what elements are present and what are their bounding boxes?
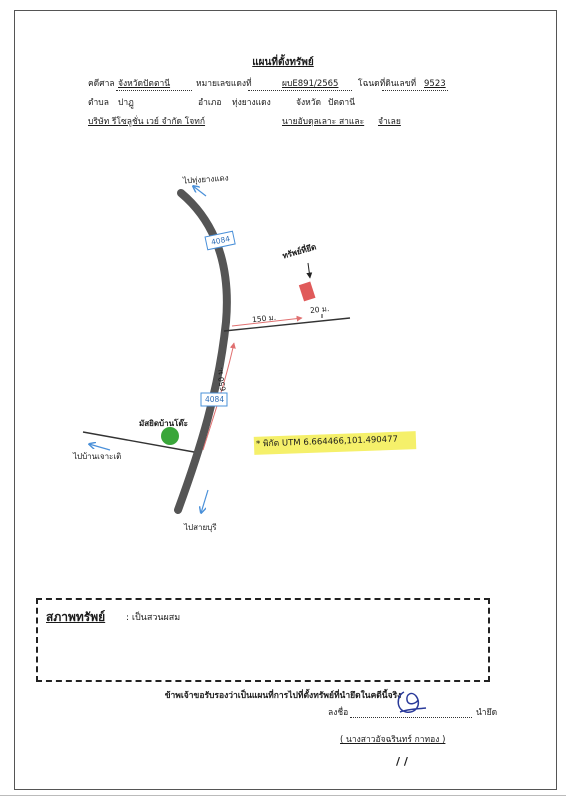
route-label-top: 4084: [210, 234, 231, 247]
north-arrow: [193, 186, 206, 196]
coordinates-label: * พิกัด UTM 6.664466,101.490477: [255, 434, 399, 450]
distance-20-label: 20 ม.: [309, 304, 330, 315]
black-no-label: หมายเลขแดงที่: [196, 79, 252, 89]
south-direction-label: ไปสายบุรี: [184, 523, 217, 532]
subdistrict-value: ปาฏู: [118, 98, 134, 108]
defendant-name: นายอับดุลเลาะ สาและ: [282, 117, 365, 127]
defendant-label: จำเลย: [378, 117, 401, 127]
landmark-mosque: [161, 427, 179, 445]
property-status-box: [36, 598, 490, 682]
sign-date: / /: [396, 755, 408, 768]
route-label-bottom: 4084: [205, 395, 225, 404]
west-direction-label: ไปบ้านเจาะเติ: [73, 452, 122, 461]
plaintiff: บริษัท รีโซลูชั่น เวย์ จำกัด โจทก์: [88, 117, 206, 127]
property-label: ทรัพย์ที่ยึด: [281, 242, 318, 261]
distance-150-label: 150 ม.: [251, 312, 277, 325]
property-pointer: [308, 263, 310, 278]
sign-label: ลงชื่อ: [328, 708, 349, 718]
case-label: คดีศาล: [88, 79, 115, 89]
certification-text: ข้าพเจ้าขอรับรองว่าเป็นแผนที่การไปที่ตั้งทรัพย์ที่นำยึดในคดีนี้จริง: [164, 691, 402, 701]
deed-value: 9523: [424, 79, 446, 89]
signature-mark: [392, 682, 428, 718]
north-direction-label: ไปทุ่งยางแดง: [182, 173, 229, 186]
signature-line: [350, 717, 472, 718]
status-label: สภาพทรัพย์: [46, 610, 106, 624]
distance-650-label: 650 ม.: [214, 366, 228, 392]
south-arrow: [201, 490, 208, 513]
district-value: ทุ่งยางแดง: [232, 98, 271, 108]
subdistrict-label: ตำบล: [88, 98, 109, 108]
signer-role: นำยึด: [476, 708, 498, 718]
district-label: อำเภอ: [198, 98, 222, 108]
west-arrow: [89, 444, 110, 450]
landmark-label: มัสยิดบ้านโต๊ะ: [139, 419, 188, 428]
province-value: ปัตตานี: [328, 98, 356, 108]
case-value: จังหวัดปัตตานี: [118, 79, 171, 89]
deed-label: โฉนดที่ดินเลขที่: [358, 79, 417, 89]
property-marker: [299, 282, 316, 302]
status-value: : เป็นสวนผสม: [126, 613, 181, 623]
signer-name: ( นางสาวอัจฉรินทร์ กาทอง ): [340, 735, 446, 745]
province-label: จังหวัด: [296, 98, 322, 108]
page-bottom-rule: [0, 795, 566, 796]
page-title: แผนที่ตั้งทรัพย์: [252, 57, 314, 68]
black-no-value: ผบE891/2565: [282, 79, 339, 89]
